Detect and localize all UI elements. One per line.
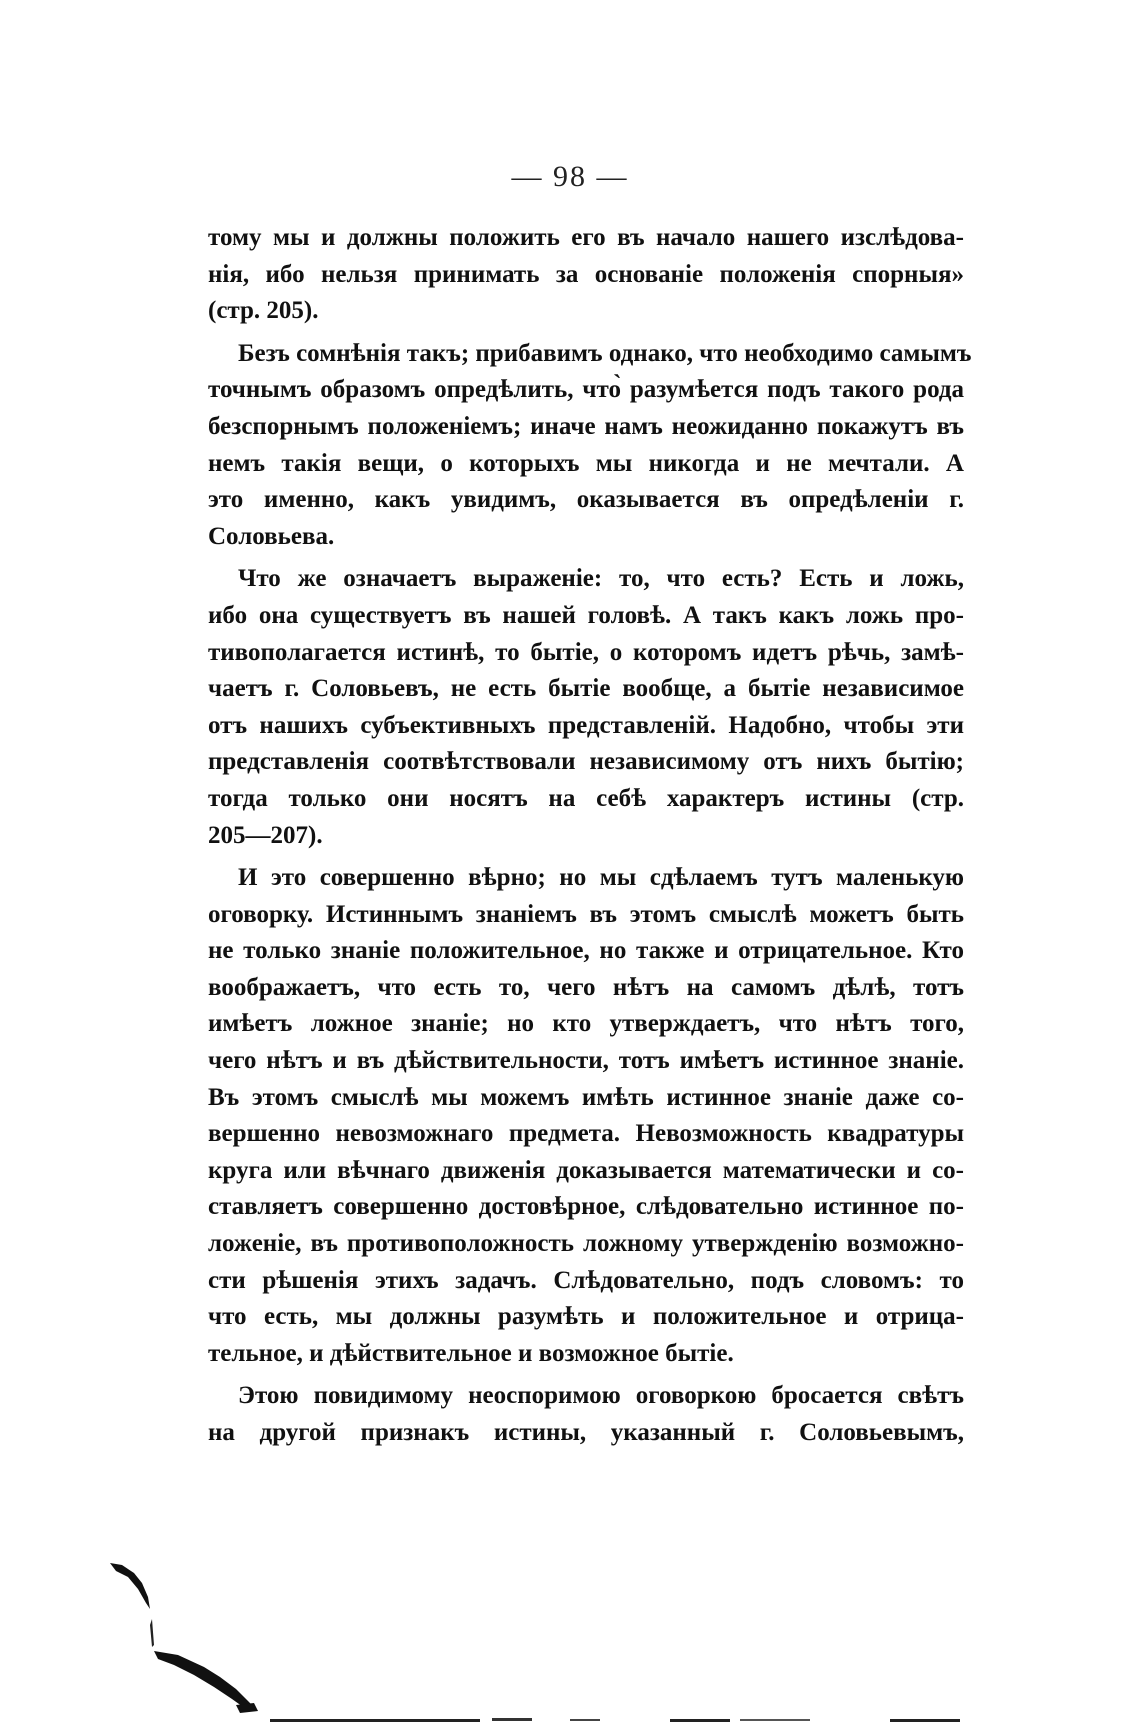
text-line: тому мы и должны положить его въ начало нашего изслѣдова- [208,224,964,251]
text-line: вершенно невозможнаго предмета. Невозможность квадратуры [208,1120,964,1148]
text-line: что есть, мы должны разумѣть и положительное и отрица- [208,1303,964,1331]
text-line: ибо она существуетъ въ нашей головѣ. А такъ какъ ложь про- [208,601,964,629]
text-line: безспорнымъ положеніемъ; иначе намъ неожиданно покажутъ въ [208,412,964,440]
bottom-edge-scan-marks [270,1716,960,1724]
ink-blot-mark [108,1555,288,1715]
text-line: И это совершенно вѣрно; но мы сдѣлаемъ тутъ маленькую [238,864,964,892]
text-line: имѣетъ ложное знаніе; но кто утверждаетъ, что нѣтъ того, [208,1010,964,1038]
body-text [208,220,972,1452]
text-line: воображаетъ, что есть то, чего нѣтъ на самомъ дѣлѣ, тотъ [208,973,964,1001]
text-line: нія, ибо нельзя принимать за основаніе положенія спорныя» [208,260,964,288]
text-line: Что же означаетъ выраженіе: то, что есть? Есть и ложь, [238,565,964,593]
text-line: это именно, какъ увидимъ, оказывается въ опредѣленіи г. [208,486,964,514]
page-number: — 98 — [511,160,629,193]
text-line: чаетъ г. Соловьевъ, не есть бытіе вообще, а бытіе независимое [208,675,964,703]
text-line: тельное, и дѣйствительное и возможное бытіе. [208,1339,734,1367]
text-line: точнымъ образомъ опредѣлить, что̀ разумѣется подъ такого рода [208,376,964,404]
text-line: ложеніе, въ противоположность ложному утвержденію возможно- [208,1230,964,1258]
text-line: чего нѣтъ и въ дѣйствительности, тотъ имѣетъ истинное знаніе. [208,1047,964,1075]
text-line: отъ нашихъ субъективныхъ представленій. Надобно, чтобы эти [208,711,964,739]
text-line: ставляетъ совершенно достовѣрное, слѣдовательно истинное по- [208,1193,964,1221]
text-line: (стр. 205). [208,297,319,325]
text-line: Безъ сомнѣнія такъ; прибавимъ однако, что необходимо самымъ [238,339,972,367]
text-line: на другой признакъ истины, указанный г. Соловьевымъ, [208,1419,964,1446]
text-line: сти рѣшенія этихъ задачъ. Слѣдовательно, подъ словомъ: то [208,1266,964,1294]
text-line: тивополагается истинѣ, то бытіе, о которомъ идетъ рѣчь, замѣ- [208,638,964,666]
text-line: круга или вѣчнаго движенія доказывается математически и со- [208,1156,964,1184]
text-line: Этою повидимому неоспоримою оговоркою бросается свѣтъ [238,1382,964,1410]
text-line: представленія соотвѣтствовали независимому отъ нихъ бытію; [208,748,964,776]
text-line: Соловьева. [208,522,335,550]
text-line: 205—207). [208,821,323,849]
text-line: Въ этомъ смыслѣ мы можемъ имѣть истинное знаніе даже со- [208,1083,964,1111]
text-line: немъ такія вещи, о которыхъ мы никогда и не мечтали. А [208,449,964,477]
text-line: тогда только они носятъ на себѣ характеръ истины (стр. [208,784,964,812]
text-line: оговорку. Истиннымъ знаніемъ въ этомъ смыслѣ можетъ быть [208,900,964,928]
text-line: не только знаніе положительное, но также и отрицательное. Кто [208,937,964,965]
